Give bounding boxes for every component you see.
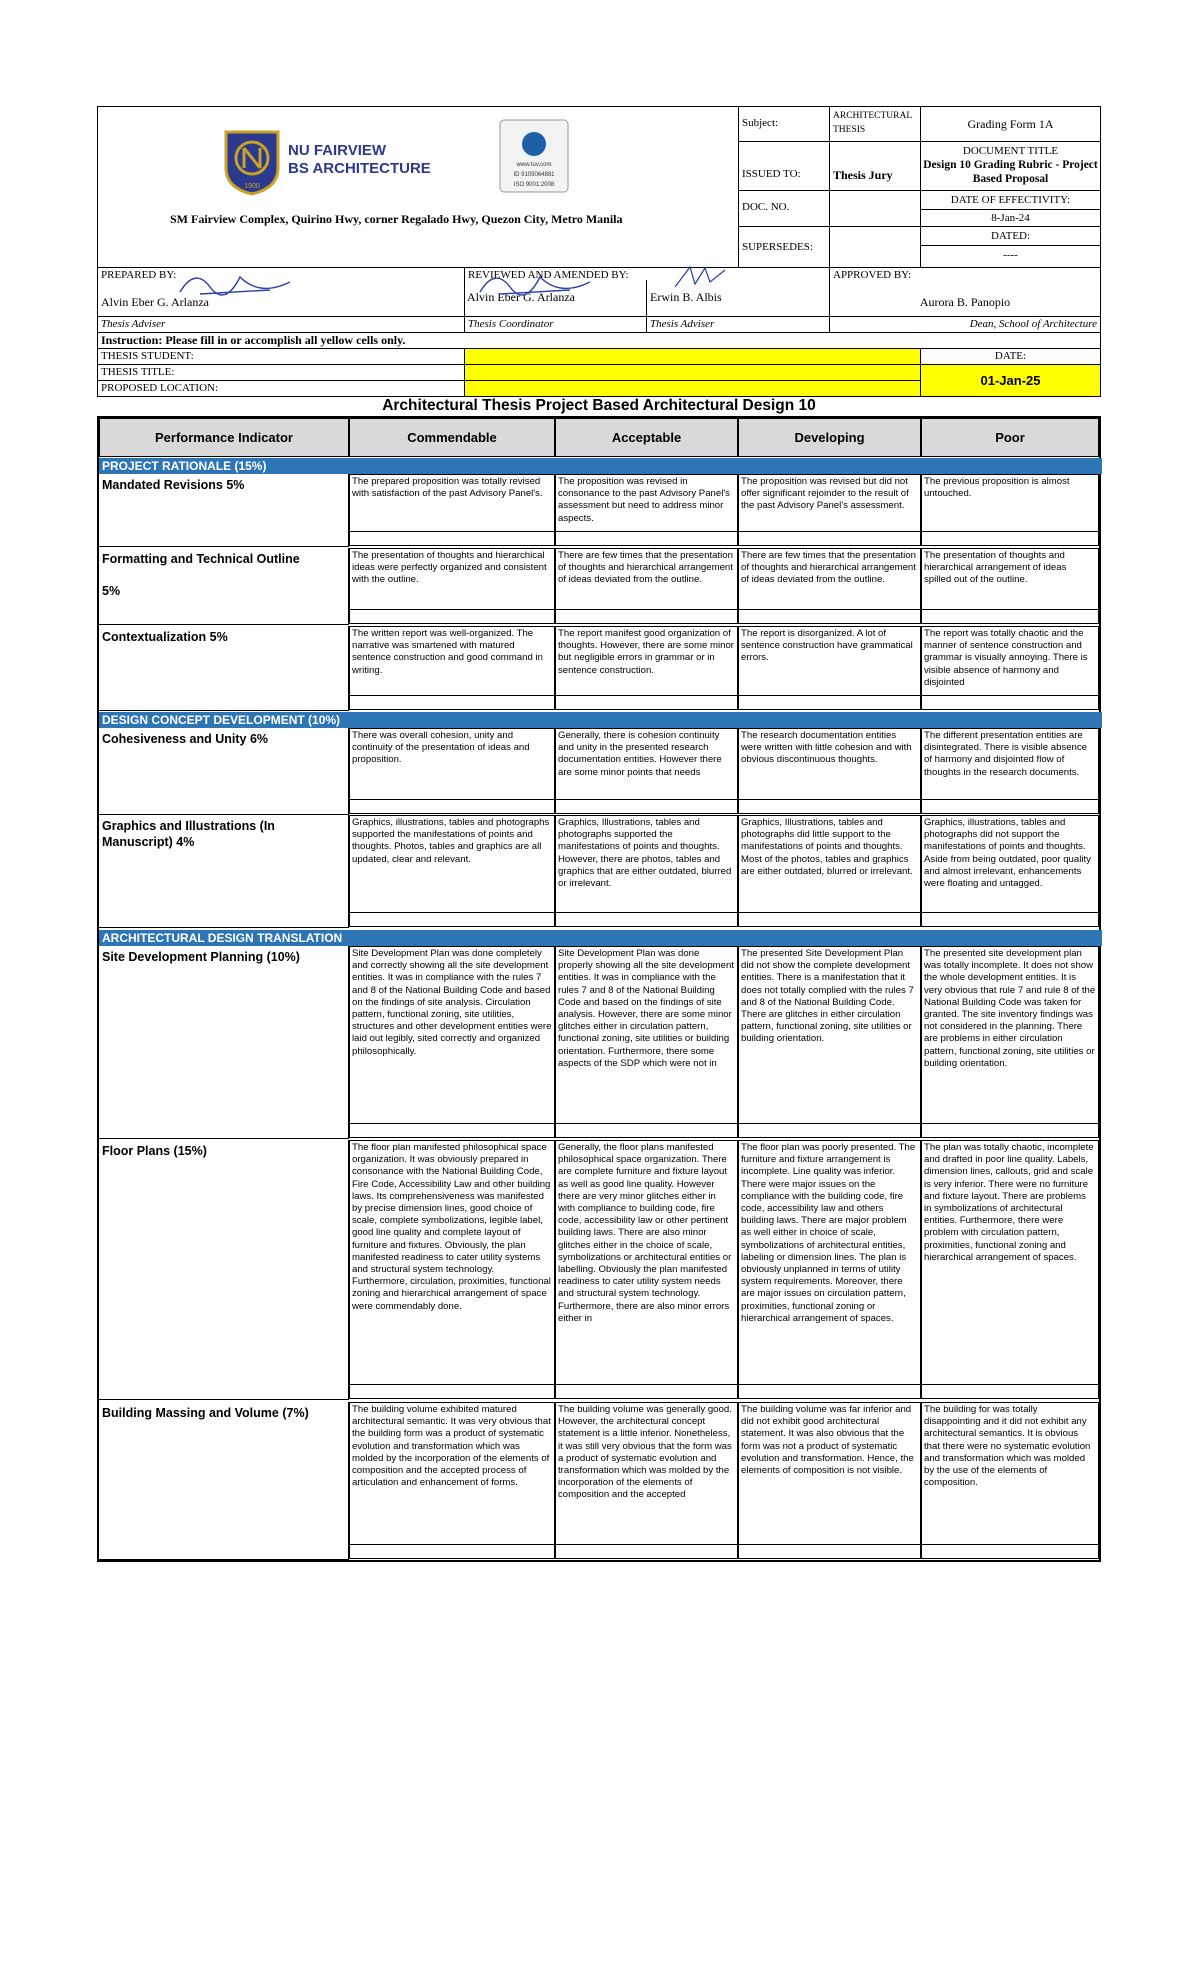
col-header-acceptable: Acceptable [555, 418, 738, 457]
title-input[interactable] [464, 364, 921, 381]
reviewed-name-2: Erwin B. Albis [650, 290, 722, 304]
score-input-poor[interactable] [921, 912, 1099, 927]
reviewed-name-1: Alvin Eber G. Arlanza [467, 290, 575, 304]
student-input[interactable] [464, 348, 921, 365]
criterion-cell: Site Development Planning (10%) [99, 946, 349, 1139]
prepared-name: Alvin Eber G. Arlanza [101, 295, 209, 309]
descriptor-poor: Graphics, illustrations, tables and photographs did not support the manifestations of points and thoughts. Aside from being outdated, poor quality and almost irrelevant, enhancements were floating and untagged. [921, 815, 1099, 913]
criterion-cell: Building Massing and Volume (7%) [99, 1402, 349, 1560]
score-input-developing[interactable] [738, 531, 921, 546]
descriptor-developing: The presented Site Development Plan did not show the complete development entities. There is a manifestation that it does not totally complied with the rules 7 and 8 of the National Building Code. There are glitches in either circulation pattern, functional zoning, site utilities or building orientation. [738, 946, 921, 1124]
descriptor-acceptable: There are few times that the presentation of thoughts and hierarchical arrangement of ideas deviated from the outline. [555, 548, 738, 610]
form-name-cell: Grading Form 1A [920, 106, 1101, 142]
dated-label-cell: DATED: [920, 226, 1101, 246]
prepared-label: PREPARED BY: [101, 269, 177, 281]
doc-no-value-cell [829, 190, 921, 227]
doc-no-label-cell: DOC. NO. [738, 190, 830, 227]
descriptor-poor: The building for was totally disappointing and it did not exhibit any architectural semantics. It is obvious that there were no systematic evolution and transformation which was molded by the use of the elements of composition. [921, 1402, 1099, 1545]
approved-cell [829, 267, 1101, 317]
descriptor-poor: The previous proposition is almost untouched. [921, 474, 1099, 532]
descriptor-developing: The building volume was far inferior and did not exhibit good architectural statement. It was also obvious that the form was not a product of systematic evolution and transformation. Hence, the elements of composition is not visible. [738, 1402, 921, 1545]
descriptor-acceptable: Generally, the floor plans manifested philosophical space organization. There are complete furniture and fixture layout as well as good line quality. However there are very minor glitches either in with compliance to building code, fire code, accessibility law or other pertinent building laws. There are also minor glitches either in the choice of scale, symbolizations or architectural entities or labelling. Obviously the plan manifested readiness to cater utility system needs and structural system technology. Furthermore, there are also minor errors either in [555, 1140, 738, 1385]
descriptor-acceptable: Graphics, Illustrations, tables and photographs supported the manifestations of points and thoughts. However, there are photos, tables and graphics that are either outdated, blurred or irrelevant. [555, 815, 738, 913]
dated-value-cell: ---- [920, 245, 1101, 268]
score-input-acceptable[interactable] [555, 1384, 738, 1399]
descriptor-developing: The report is disorganized. A lot of sentence construction have grammatical errors. [738, 626, 921, 696]
col-header-indicator: Performance Indicator [99, 418, 349, 457]
date-label-cell: DATE: [920, 348, 1101, 365]
subject-label-cell: Subject: [738, 106, 830, 142]
score-input-acceptable[interactable] [555, 912, 738, 927]
descriptor-commendable: The presentation of thoughts and hierarchical ideas were perfectly organized and consistent with the outline. [349, 548, 555, 610]
prepared-role-cell: Thesis Adviser [97, 316, 465, 333]
section-design-translation: ARCHITECTURAL DESIGN TRANSLATION [99, 930, 1102, 946]
descriptor-poor: The presentation of thoughts and hierarchical arrangement of ideas spilled out of the outline. [921, 548, 1099, 610]
descriptor-acceptable: The report manifest good organization of thoughts. However, there are some minor but negligible errors in grammar or in sentence construction. [555, 626, 738, 696]
score-input-developing[interactable] [738, 912, 921, 927]
score-input-acceptable[interactable] [555, 609, 738, 624]
descriptor-commendable: Site Development Plan was done completely and correctly showing all the site development entities. It was in compliance with the rules 7 and 8 of the National Building Code and based on the findings of site analysis. Circulation pattern, functional zoning, site utilities, structures and other development entities were laid out legibly, sited correctly and organized philosophically. [349, 946, 555, 1124]
address: SM Fairview Complex, Quirino Hwy, corner Regalado Hwy, Quezon City, Metro Manila [170, 212, 623, 226]
score-input-developing[interactable] [738, 1123, 921, 1138]
issued-label-cell: ISSUED TO: [738, 141, 830, 191]
svg-text:1900: 1900 [244, 183, 260, 190]
location-input[interactable] [464, 380, 921, 397]
subject-value-cell: ARCHITECTURAL THESIS [829, 106, 921, 142]
issued-value-cell: Thesis Jury [829, 141, 921, 191]
score-input-acceptable[interactable] [555, 531, 738, 546]
logo-text-1: NU FAIRVIEW [288, 142, 387, 159]
descriptor-poor: The different presentation entities are disintegrated. There is visible absence of harmony and disjointed flow of thoughts in the research documents. [921, 728, 1099, 800]
descriptor-acceptable: Generally, there is cohesion continuity and unity in the presented research documentation entities. However there are some minor points that needs [555, 728, 738, 800]
signature-prepared [170, 262, 300, 302]
doc-title-cell [920, 141, 1101, 191]
approved-name: Aurora B. Panopio [919, 295, 1011, 309]
descriptor-commendable: The prepared proposition was totally revised with satisfaction of the past Advisory Panel's. [349, 474, 555, 532]
svg-text:www.tuv.com: www.tuv.com [516, 162, 552, 168]
criterion-cell: Cohesiveness and Unity 6% [99, 728, 349, 815]
reviewed-label: REVIEWED AND AMENDED BY: [468, 269, 629, 281]
section-project-rationale: PROJECT RATIONALE (15%) [99, 458, 1102, 474]
score-input-developing[interactable] [738, 609, 921, 624]
col-header-poor: Poor [921, 418, 1099, 457]
score-input-poor[interactable] [921, 609, 1099, 624]
score-input-developing[interactable] [738, 695, 921, 710]
criterion-cell: Formatting and Technical Outline 5% [99, 548, 349, 625]
score-input-commendable[interactable] [349, 1544, 555, 1559]
score-input-acceptable[interactable] [555, 1123, 738, 1138]
doc-title-value: Design 10 Grading Rubric - Project Based Proposal [923, 159, 1098, 185]
score-input-poor[interactable] [921, 1544, 1099, 1559]
doc-title-label: DOCUMENT TITLE [962, 145, 1059, 157]
score-input-acceptable[interactable] [555, 1544, 738, 1559]
descriptor-developing: The proposition was revised but did not offer significant rejoinder to the result of the past Advisory Panel's assessment. [738, 474, 921, 532]
effectivity-label-cell: DATE OF EFFECTIVITY: [920, 190, 1101, 210]
descriptor-acceptable: The building volume was generally good. However, the architectural concept statement is a little inferior. Nonetheless, it was still very obvious that the form was a product of systematic evolution and transformation which was molded by the incorporation of the elements of composition and the accepted [555, 1402, 738, 1545]
descriptor-developing: The floor plan was poorly presented. The furniture and fixture arrangement is incomplete. Line quality was inferior. There were major issues on the compliance with the building code, fire code, accessibility law and others building laws. There are major problem as well either in choice of scale, symbolizations of architectural entities, labeling or dimension lines. The plan is obviously unplanned in terms of utility system requirements. Moreover, there are major issues on circulation pattern, proximities, functional zoning or hierarchical arrangement of spaces. [738, 1140, 921, 1385]
descriptor-poor: The report was totally chaotic and the manner of sentence construction and grammar is visually annoying. There is visible absence of harmony and disjointed [921, 626, 1099, 696]
approved-label: APPROVED BY: [833, 269, 912, 281]
svg-text:ISO 9001:2008: ISO 9001:2008 [513, 182, 555, 188]
criterion-cell: Contextualization 5% [99, 626, 349, 711]
score-input-commendable[interactable] [349, 609, 555, 624]
signature-reviewed [470, 262, 600, 302]
score-input-commendable[interactable] [349, 799, 555, 814]
score-input-acceptable[interactable] [555, 695, 738, 710]
descriptor-commendable: The floor plan manifested philosophical space organization. It was obviously prepared in consonance with the National Building Code, Fire Code, Accessibility Law and other building laws. Its comprehensiveness was manifested by precise dimension lines, good choice of scale, complete symbolizations, legible label, good line quality and complete layout of furniture and fixtures. Obviously, the plan manifested readiness to cater utility systems and structural system technology. Furthermore, circulation, proximities, functional zoning and hierarchical arrangement of space were commendably done. [349, 1140, 555, 1385]
score-input-commendable[interactable] [349, 531, 555, 546]
instruction-cell: Instruction: Please fill in or accomplish all yellow cells only. [97, 332, 1101, 349]
descriptor-acceptable: The proposition was revised in consonance to the past Advisory Panel's assessment but need to address minor aspects. [555, 474, 738, 532]
score-input-developing[interactable] [738, 799, 921, 814]
col-header-commendable: Commendable [349, 418, 555, 457]
supersedes-value-cell [829, 226, 921, 268]
score-input-poor[interactable] [921, 531, 1099, 546]
school-logo [222, 128, 282, 196]
reviewed-divider [646, 280, 647, 317]
criterion-cell: Floor Plans (15%) [99, 1140, 349, 1400]
descriptor-commendable: The building volume exhibited matured architectural semantic. It was very obvious that the building form was a product of systematic evolution and transformation which was molded by the incorporation of the elements of composition and the accepted process of articulation and enhancement of forms. [349, 1402, 555, 1545]
descriptor-developing: The research documentation entities were written with little cohesion and with obvious discontinuous thoughts. [738, 728, 921, 800]
descriptor-poor: The presented site development plan was totally incomplete. It does not show the whole development entities. It is very obvious that rule 7 and rule 8 of the National Building Code was taken for granted. The site inventory findings was not considered in the planning. There are problems in either circulation pattern, functional zoning, site utilities or building orientation. [921, 946, 1099, 1124]
shield-icon [222, 128, 282, 196]
criterion-cell: Mandated Revisions 5% [99, 474, 349, 547]
descriptor-commendable: Graphics, illustrations, tables and photographs supported the manifestations of points and thoughts. Photos, tables and graphics are all updated, clear and relevant. [349, 815, 555, 913]
descriptor-commendable: There was overall cohesion, unity and continuity of the presentation of ideas and proposition. [349, 728, 555, 800]
location-label-cell: PROPOSED LOCATION: [97, 380, 465, 397]
reviewed-role-cell-2: Thesis Adviser [646, 316, 830, 333]
score-input-commendable[interactable] [349, 695, 555, 710]
date-input[interactable]: 01-Jan-25 [920, 364, 1101, 397]
score-input-poor[interactable] [921, 1123, 1099, 1138]
descriptor-acceptable: Site Development Plan was done properly showing all the site development entities. It was in compliance with the rules 7 and 8 of the National Building Code and based on the findings of site analysis. However, there are some minor glitches either in circulation pattern, functional zoning, site utilities or building orientation. Furthermore, there some aspects of the SDP which were not in [555, 946, 738, 1124]
score-input-developing[interactable] [738, 1544, 921, 1559]
approved-role-cell: Dean, School of Architecture [829, 316, 1101, 333]
score-input-commendable[interactable] [349, 1384, 555, 1399]
score-input-acceptable[interactable] [555, 799, 738, 814]
score-input-poor[interactable] [921, 695, 1099, 710]
iso-cert-badge [494, 116, 574, 198]
score-input-commendable[interactable] [349, 1123, 555, 1138]
effectivity-value-cell: 8-Jan-24 [920, 209, 1101, 227]
score-input-poor[interactable] [921, 1384, 1099, 1399]
descriptor-developing: Graphics, Illustrations, tables and photographs did little support to the manifestations of points and thoughts. Most of the photos, tables and graphics are either outdated, blurred or irrelevant. [738, 815, 921, 913]
descriptor-commendable: The written report was well-organized. The narrative was smartened with matured sentence construction and good command in writing. [349, 626, 555, 696]
score-input-poor[interactable] [921, 799, 1099, 814]
score-input-commendable[interactable] [349, 912, 555, 927]
logo-text-2: BS ARCHITECTURE [288, 160, 431, 177]
score-input-developing[interactable] [738, 1384, 921, 1399]
svg-text:ID 9105064881: ID 9105064881 [513, 172, 555, 178]
student-label-cell: THESIS STUDENT: [97, 348, 465, 365]
signature-reviewed-2 [670, 262, 730, 292]
descriptor-developing: There are few times that the presentation of thoughts and hierarchical arrangement of ideas deviated from the outline. [738, 548, 921, 610]
title-label-cell: THESIS TITLE: [97, 364, 465, 381]
criterion-cell: Graphics and Illustrations (In Manuscript) 4% [99, 815, 349, 928]
supersedes-label-cell: SUPERSEDES: [738, 226, 830, 268]
section-design-concept: DESIGN CONCEPT DEVELOPMENT (10%) [99, 712, 1102, 728]
certification-icon [494, 116, 574, 198]
reviewed-role-cell-1: Thesis Coordinator [464, 316, 647, 333]
col-header-developing: Developing [738, 418, 921, 457]
rubric-title: Architectural Thesis Project Based Architectural Design 10 [382, 397, 816, 414]
descriptor-poor: The plan was totally chaotic, incomplete and drafted in poor line quality. Labels, dimension lines, callouts, grid and scale is very inferior. There were no furniture and fixture layout. There are problems in symbolizations of architectural entities. Furthermore, there were problem with circulation pattern, proximities, functional zoning and hierarchical arrangement of spaces. [921, 1140, 1099, 1385]
